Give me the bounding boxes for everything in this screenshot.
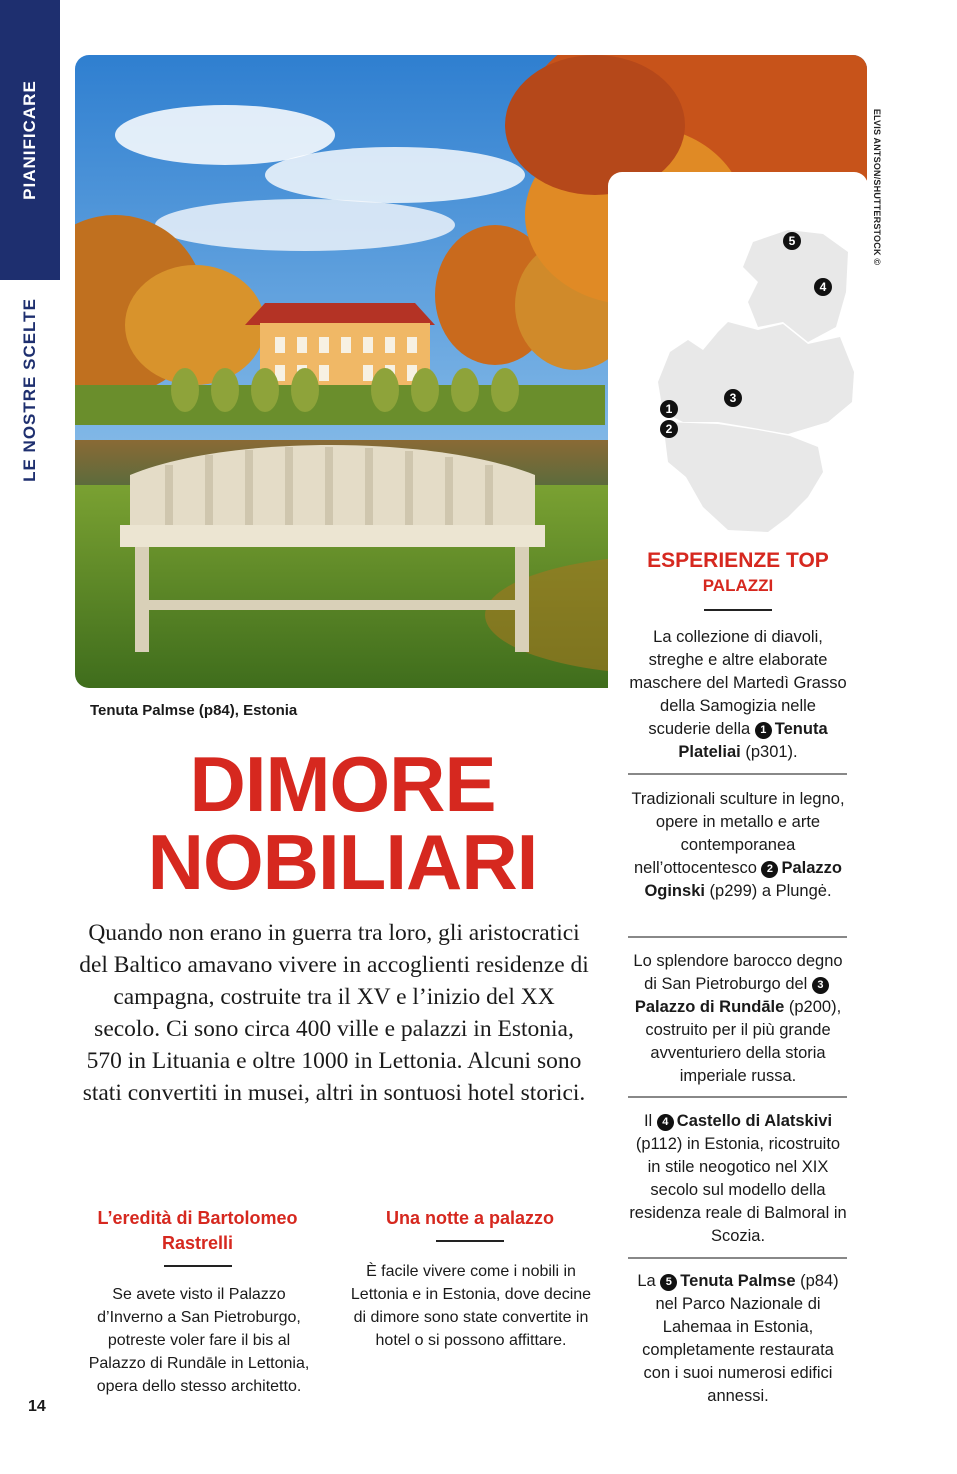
- divider: [628, 936, 847, 938]
- experience-text: Tradizionali sculture in legno, opere in metallo e arte contemporanea nell’ottocentesco: [631, 790, 845, 877]
- intro-paragraph: Quando non erano in guerra tra loro, gli aristocratici del Baltico amavano vivere in accoglienti residenze di campagna, costruite tra il XV e l’inizio del XX secolo. Ci sono circa 400 ville e palazzi in Estonia, 570 in Lituania e oltre 1000 in Lettonia. Alcuni sono stati convertiti in musei, altri in sontuosi hotel storici.: [79, 920, 589, 1106]
- experience-text: Lo splendore barocco degno di San Pietroburgo del: [633, 952, 843, 993]
- nav-section-label: PIANIFICARE: [20, 80, 39, 200]
- experience-item-3: [628, 950, 848, 1088]
- nav-subsection-label: LE NOSTRE SCELTE: [20, 298, 39, 482]
- section-nav-strip: [0, 0, 60, 1474]
- experience-place-link[interactable]: Palazzo di Rundāle: [634, 998, 785, 1016]
- title-line-2: NOBILIARI: [147, 818, 538, 906]
- experience-place-link[interactable]: Tenuta Plateliai: [678, 720, 828, 761]
- column-1-body: Se avete visto il Palazzo d’Inverno a San Pietroburgo, potreste voler fare il bis al Palazzo di Rundāle in Lettonia, opera dello stesso architetto.: [88, 1286, 310, 1395]
- map-marker-5[interactable]: 5: [783, 232, 801, 250]
- page-title: [90, 740, 595, 906]
- nav-subsection-le-nostre-scelte[interactable]: [0, 285, 60, 495]
- experience-ref: (p112) in Estonia, ricostruito in stile neogotico nel XIX secolo sul modello della residenza reale di Balmoral in Scozia.: [629, 1135, 847, 1245]
- experience-item-1: [628, 626, 848, 764]
- baltic-map: [608, 172, 868, 552]
- experiences-title: ESPERIENZE TOP: [647, 549, 829, 572]
- baltic-map-shape: [608, 172, 868, 552]
- number-badge: 1: [755, 722, 772, 739]
- divider: [628, 773, 847, 775]
- experience-item-2: [628, 788, 848, 903]
- experience-item-5: [628, 1270, 848, 1408]
- number-badge: 2: [761, 861, 778, 878]
- column-2-rule: [436, 1240, 504, 1242]
- experience-ref: (p299) a Plungė.: [709, 882, 832, 900]
- nav-section-pianificare[interactable]: [0, 0, 60, 280]
- experience-item-4: [628, 1110, 848, 1248]
- photo-caption: Tenuta Palmse (p84), Estonia: [90, 702, 298, 719]
- map-marker-1[interactable]: 1: [660, 400, 678, 418]
- experience-ref: (p301).: [745, 743, 798, 761]
- experience-text: La collezione di diavoli, streghe e altre elaborate maschere del Martedì Grasso della Samogizia nelle scuderie della: [629, 628, 847, 738]
- column-1-rule: [164, 1265, 232, 1267]
- experience-place-link[interactable]: Tenuta Palmse: [680, 1272, 796, 1290]
- page-number: 14: [28, 1398, 46, 1415]
- number-badge: 3: [812, 977, 829, 994]
- divider: [628, 1096, 847, 1098]
- divider: [628, 1257, 847, 1259]
- title-rule: [704, 609, 772, 611]
- map-marker-3[interactable]: 3: [724, 389, 742, 407]
- experience-ref: (p200), costruito per il più grande avventuriero della storia imperiale russa.: [645, 998, 842, 1085]
- title-line-1: DIMORE: [189, 740, 496, 828]
- map-marker-2[interactable]: 2: [660, 420, 678, 438]
- number-badge: 4: [657, 1114, 674, 1131]
- experience-ref: (p84) nel Parco Nazionale di Lahemaa in Estonia, completamente restaurata con i suoi numerosi edifici annessi.: [642, 1272, 839, 1405]
- column-2-body: È facile vivere come i nobili in Lettonia e in Estonia, dove decine di dimore sono state convertite in hotel o si possono affittare.: [350, 1263, 592, 1349]
- map-marker-4[interactable]: 4: [814, 278, 832, 296]
- experience-place-link[interactable]: Palazzo Oginski: [644, 859, 843, 900]
- experiences-subtitle: PALAZZI: [702, 576, 774, 595]
- photo-credit: ELVIS ANTSON/SHUTTERSTOCK ©: [872, 108, 882, 266]
- experience-text: La: [637, 1272, 656, 1290]
- column-1-heading: L’eredità di Bartolomeo Rastrelli: [97, 1208, 298, 1253]
- experience-text: Il: [643, 1112, 653, 1130]
- column-2-heading: Una notte a palazzo: [385, 1208, 555, 1228]
- experience-place-link[interactable]: Castello di Alatskivi: [676, 1112, 833, 1130]
- number-badge: 5: [660, 1274, 677, 1291]
